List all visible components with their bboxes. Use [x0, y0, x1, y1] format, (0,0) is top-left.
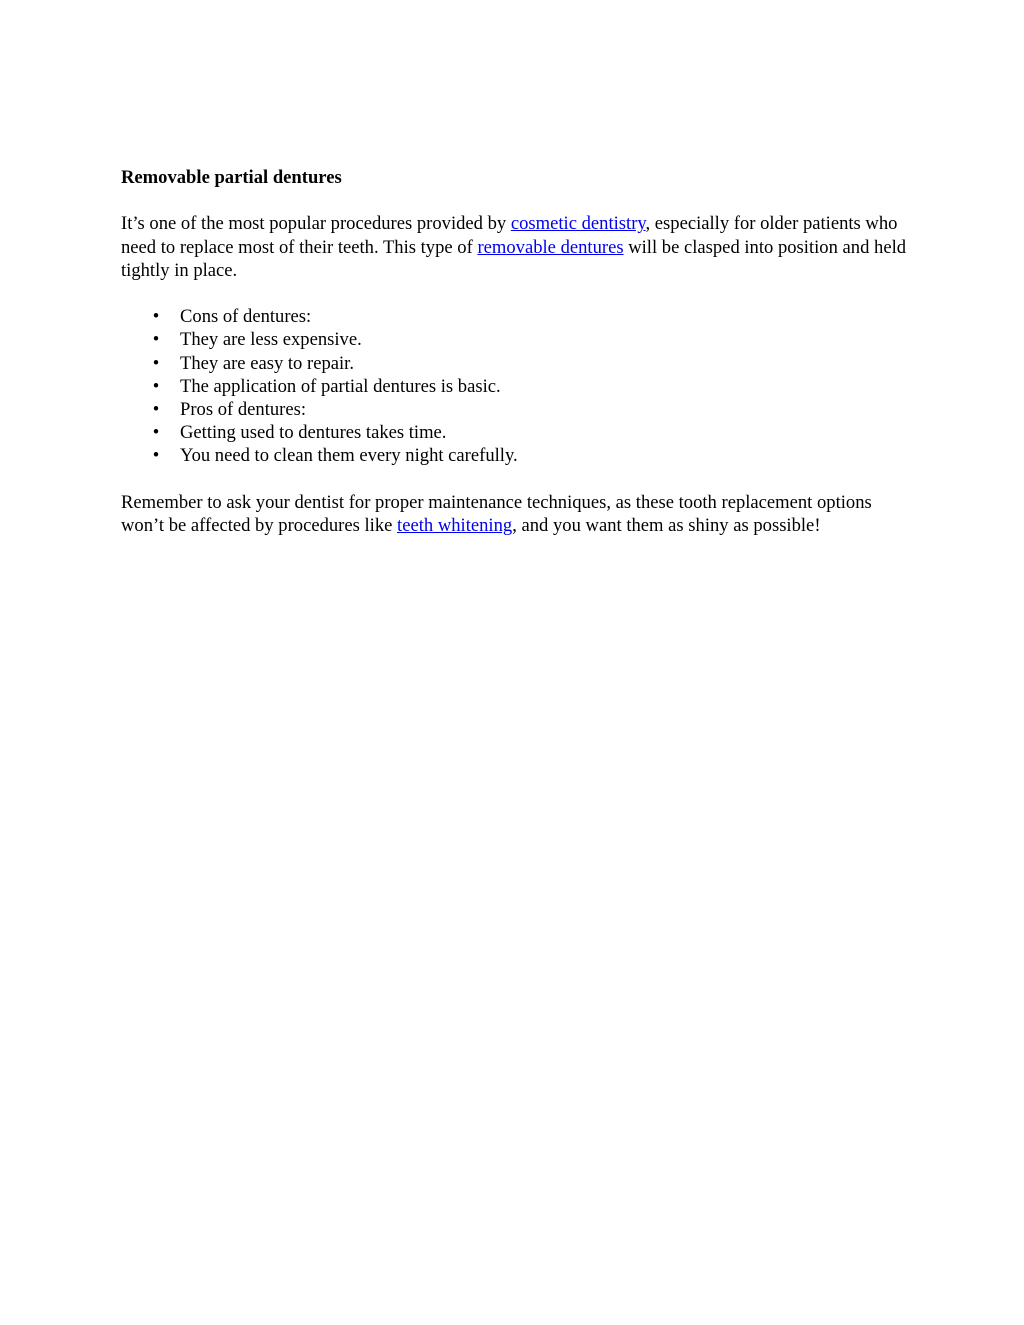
intro-text-3: will be clasped into position and held tightly in place.	[121, 236, 907, 281]
bullet-icon: •	[152, 375, 160, 397]
bullet-icon: •	[152, 422, 160, 444]
list-item: • The application of partial dentures is basic.	[121, 375, 911, 398]
teeth-whitening-link[interactable]: teeth whitening	[397, 515, 513, 536]
list-item: • Pros of dentures:	[121, 398, 911, 421]
bullet-icon: •	[152, 329, 160, 351]
cosmetic-dentistry-link[interactable]: cosmetic dentistry	[510, 213, 646, 235]
removable-dentures-link[interactable]: removable dentures	[477, 236, 624, 258]
closing-text-2: , and you want them as shiny as possible!	[512, 515, 821, 536]
closing-text-1: Remember to ask your dentist for proper maintenance techniques, as these tooth replacement options won’t be affected by procedures like	[121, 491, 872, 536]
bullet-icon: •	[152, 352, 160, 374]
list-item: • Cons of dentures:	[121, 305, 911, 328]
closing-paragraph	[121, 491, 911, 537]
list-item: • They are easy to repair.	[121, 352, 911, 375]
bullet-icon: •	[152, 306, 160, 328]
list-item: • Getting used to dentures takes time.	[121, 421, 911, 444]
list-item: • They are less expensive.	[121, 328, 911, 351]
document-page	[121, 166, 911, 560]
intro-text-1: It’s one of the most popular procedures provided by	[121, 213, 511, 235]
section-heading: Removable partial dentures	[121, 167, 342, 188]
list-item: • You need to clean them every night carefully.	[121, 444, 911, 467]
intro-text-2: , especially for older patients who need to replace most of their teeth. This type of	[121, 213, 898, 258]
bullet-icon: •	[152, 445, 160, 467]
intro-paragraph	[121, 212, 911, 282]
bullet-icon: •	[152, 399, 160, 420]
pros-cons-list	[121, 305, 911, 467]
